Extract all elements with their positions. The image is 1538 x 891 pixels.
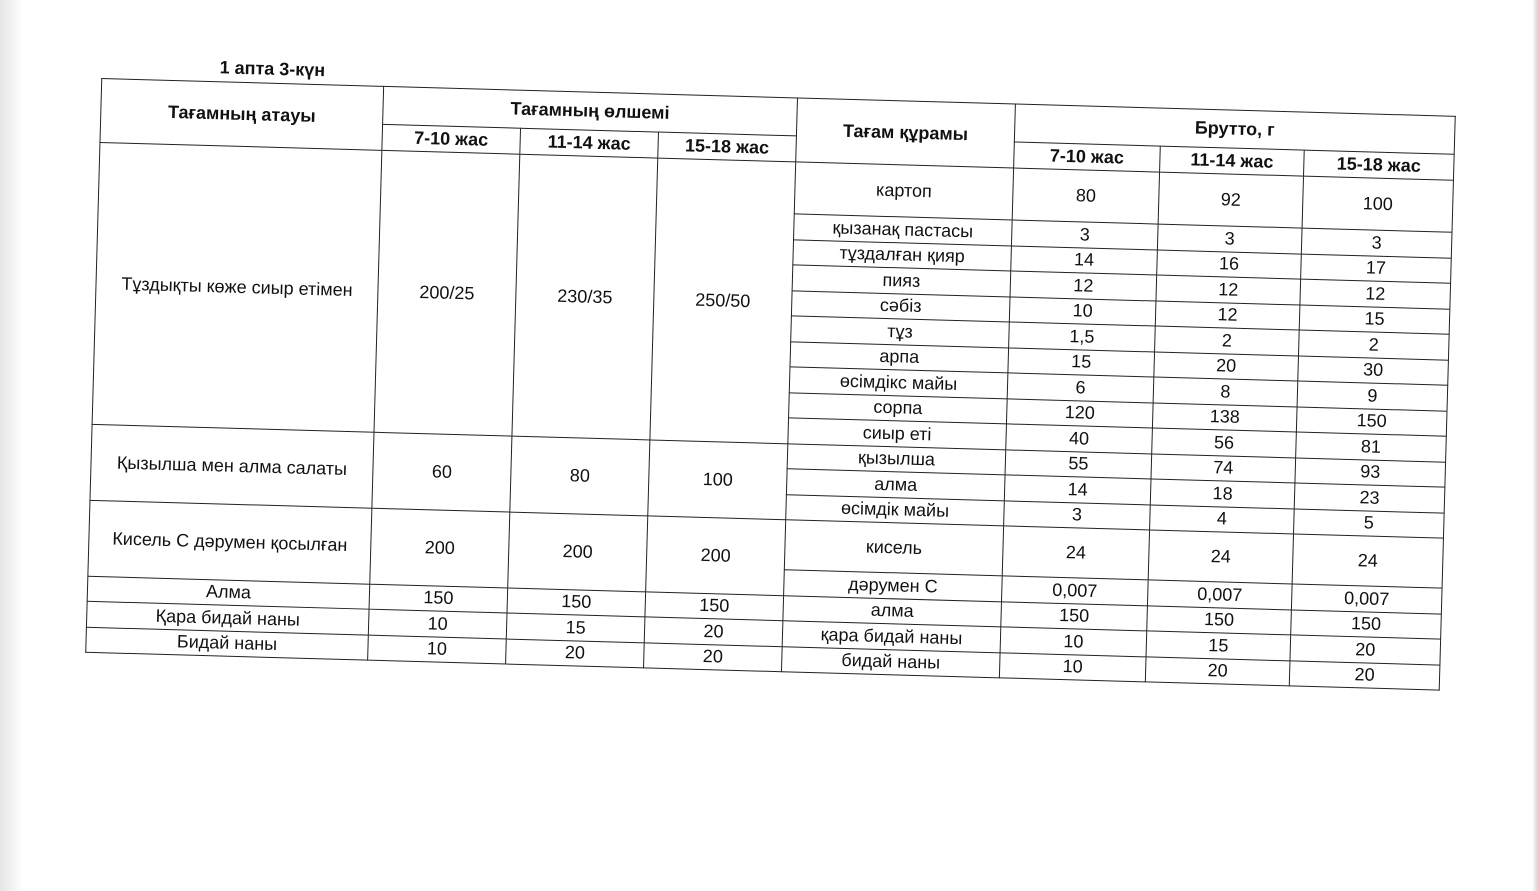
dish-name-cell: Қара бидай наны [86,601,369,634]
ingredient-name-cell: сәбіз [791,290,1010,322]
gross-cell: 6 [1007,373,1154,403]
ingredient-name-cell: дәрумен С [784,570,1003,602]
portion-cell: 60 [372,432,512,512]
portion-cell: 150 [507,588,646,617]
gross-cell: 20 [1289,660,1440,690]
dish-name-cell: Тұздықты көже сиыр етімен [92,142,382,431]
gross-cell: 93 [1295,457,1446,487]
gross-cell: 24 [1292,534,1443,588]
gross-cell: 15 [1299,305,1450,335]
header-gross-age: 7-10 жас [1014,142,1161,172]
menu-table [85,78,1456,691]
gross-cell: 100 [1302,176,1453,232]
ingredient-name-cell: өсімдікс майы [789,367,1008,399]
gross-cell: 23 [1294,483,1445,513]
gross-cell: 17 [1301,254,1452,284]
portion-cell: 200 [370,508,510,587]
portion-cell: 200 [508,512,648,591]
ingredient-name-cell: қызанақ пастасы [794,214,1013,246]
ingredient-name-cell: өсімдік майы [786,494,1005,526]
document-page [102,52,1481,686]
gross-cell: 138 [1152,402,1297,432]
gross-cell: 4 [1150,504,1295,534]
gross-cell: 1,5 [1009,322,1156,352]
gross-cell: 15 [1008,347,1155,377]
portion-cell: 250/50 [650,158,796,443]
gross-cell: 12 [1155,301,1300,331]
gross-cell: 10 [1009,296,1156,326]
gross-cell: 3 [1004,500,1151,530]
gross-cell: 12 [1010,271,1157,301]
dish-name-cell: Алма [87,576,370,609]
gross-cell: 80 [1012,168,1159,224]
ingredient-name-cell: алма [786,469,1005,501]
gross-cell: 16 [1157,250,1302,280]
gross-cell: 0,007 [1002,576,1149,606]
header-gross-age: 11-14 жас [1160,146,1305,176]
gross-cell: 30 [1298,356,1449,386]
gross-cell: 12 [1300,279,1451,309]
gross-cell: 20 [1290,635,1441,665]
gross-cell: 18 [1150,479,1295,509]
gross-cell: 56 [1152,428,1297,458]
gross-cell: 2 [1298,330,1449,360]
header-gross-age: 15-18 жас [1304,150,1455,180]
gross-cell: 150 [1001,601,1148,631]
portion-cell: 15 [506,613,645,642]
gross-cell: 5 [1294,508,1445,538]
gross-cell: 20 [1154,352,1299,382]
portion-cell: 100 [648,439,788,519]
gross-cell: 150 [1296,407,1447,437]
gross-cell: 14 [1011,245,1158,275]
dish-name-cell: Бидай наны [86,627,369,660]
header-gross: Брутто, г [1014,104,1455,154]
ingredient-name-cell: бидай наны [781,646,1000,678]
gross-cell: 8 [1153,377,1298,407]
ingredient-name-cell: қара бидай наны [782,621,1001,653]
header-portion-age: 11-14 жас [520,128,659,158]
header-portion: Тағамның өлшемі [383,86,798,136]
portion-cell: 20 [644,642,783,671]
portion-cell: 20 [644,617,783,646]
ingredient-name-cell: тұз [791,316,1010,348]
gross-cell: 3 [1011,220,1158,250]
gross-cell: 81 [1296,432,1447,462]
portion-cell: 200 [646,516,786,595]
gross-cell: 15 [1146,631,1291,661]
header-portion-age: 7-10 жас [382,124,521,154]
gross-cell: 150 [1147,605,1292,635]
header-dish-name: Тағамның атауы [100,79,384,151]
portion-cell: 10 [368,635,507,664]
ingredient-name-cell: кисель [784,520,1003,576]
portion-cell: 10 [368,609,507,638]
portion-cell: 20 [506,639,645,668]
portion-cell: 150 [645,591,784,620]
ingredient-name-cell: пияз [792,265,1011,297]
portion-cell: 200/25 [374,150,520,435]
gross-cell: 24 [1002,526,1149,580]
gross-cell: 9 [1297,381,1448,411]
gross-cell: 14 [1004,475,1151,505]
gross-cell: 74 [1151,453,1296,483]
gross-cell: 2 [1155,326,1300,356]
page-edge-right [1532,0,1538,891]
ingredient-name-cell: тұздалған қияр [793,239,1012,271]
gross-cell: 12 [1156,275,1301,305]
gross-cell: 55 [1005,449,1152,479]
gross-cell: 0,007 [1291,584,1442,614]
ingredient-name-cell: сорпа [789,392,1008,424]
table-body [86,142,1454,690]
portion-cell: 80 [510,436,650,516]
gross-cell: 40 [1006,424,1153,454]
dish-name-cell: Кисель С дәрумен қосылған [88,500,372,583]
gross-cell: 92 [1158,172,1303,228]
portion-cell: 150 [369,584,508,613]
ingredient-name-cell: арпа [790,341,1009,373]
ingredient-name-cell: алма [783,595,1002,627]
header-composition: Тағам құрамы [796,98,1016,168]
gross-cell: 150 [1291,609,1442,639]
gross-cell: 24 [1148,530,1293,584]
document-title: 1 апта 3-күн [219,57,326,81]
gross-cell: 120 [1006,398,1153,428]
gross-cell: 10 [999,652,1146,682]
page-edge-left [0,0,22,891]
gross-cell: 3 [1157,224,1302,254]
ingredient-name-cell: сиыр еті [788,418,1007,450]
ingredient-name-cell: картоп [794,162,1013,220]
dish-name-cell: Қызылша мен алма салаты [90,424,374,508]
header-portion-age: 15-18 жас [658,132,797,162]
gross-cell: 20 [1145,656,1290,686]
gross-cell: 0,007 [1147,580,1292,610]
gross-cell: 3 [1301,228,1452,258]
ingredient-name-cell: қызылша [787,443,1006,475]
portion-cell: 230/35 [512,154,658,439]
gross-cell: 10 [1000,627,1147,657]
